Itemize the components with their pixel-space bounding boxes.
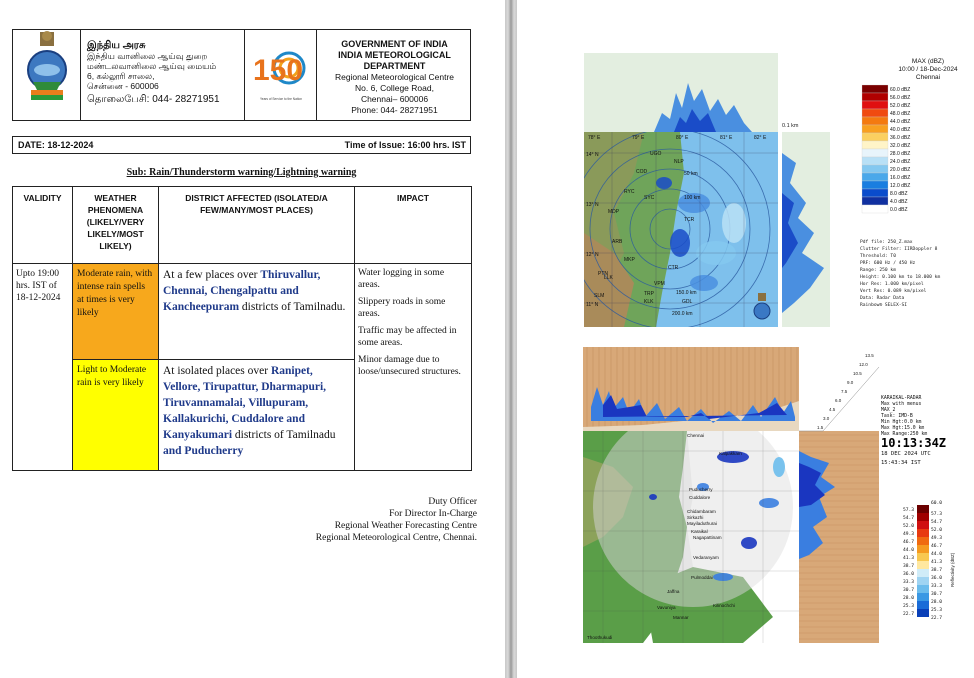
scale-value-right: 36.0: [931, 576, 943, 581]
eng-line-2: INDIA METEOROLOGICAL DEPARTMENT: [338, 50, 451, 71]
scale-swatch: [917, 513, 929, 521]
radar2-scale-label: Reflectivity (dBZ): [950, 552, 955, 587]
signature-block: [316, 496, 477, 544]
place-label: Kalpakkam: [719, 451, 742, 456]
echo-blob: [649, 494, 657, 500]
district-1-suffix: districts of Tamilnadu.: [239, 301, 346, 313]
station-code: PTN: [598, 271, 608, 277]
height-tick: 10.5: [853, 371, 862, 376]
col-header-validity: VALIDITY: [13, 187, 73, 264]
scale-value-right: 33.3: [931, 584, 943, 589]
station-code: UGO: [650, 151, 662, 157]
tamil-line-4: 6, கல்லூரி சாலை,: [87, 71, 155, 81]
eng-line-4: No. 6, College Road,: [355, 83, 434, 93]
legend-swatch: [862, 149, 888, 157]
scale-swatch: [917, 545, 929, 553]
station-code: COD: [636, 169, 648, 175]
radar-info-line: Rainbow® SELEX-SI: [860, 303, 908, 308]
height-tick: 12.0: [859, 362, 868, 367]
letterhead: [12, 29, 471, 121]
legend-swatch: [862, 173, 888, 181]
validity-cell: Upto 19:00 hrs. IST of 18-12-2024: [13, 264, 73, 471]
station-code: LLK: [604, 275, 613, 281]
scale-value-right: 49.3: [931, 536, 943, 541]
signature-line-1: Duty Officer: [428, 497, 477, 507]
station-code: CTR: [668, 265, 679, 271]
scale-value-right: 57.3: [931, 512, 943, 517]
height-tick: 7.5: [841, 389, 848, 394]
legend-swatch: [862, 85, 888, 93]
radar-info-line: Clutter Filter: IIRDoppler 8: [860, 247, 938, 252]
legend-label: 48.0 dBZ: [890, 111, 911, 117]
place-label: Vedaranyam: [693, 555, 719, 560]
lat-label: 13° N: [586, 202, 599, 208]
radar-info-line: Vert Res: 0.089 km/pixel: [860, 289, 927, 294]
place-label: Chennai: [687, 433, 705, 438]
radar-info-line: Max Range:250 km: [881, 432, 928, 437]
scale-value-left: 36.0: [903, 572, 915, 577]
legend-swatch: [862, 117, 888, 125]
scale-swatch: [917, 505, 929, 513]
scale-value-right: 60.0: [931, 501, 943, 506]
scale-value-left: 30.7: [903, 588, 915, 593]
height-tick: 6.0: [835, 398, 842, 403]
height-tick: 3.0: [823, 416, 830, 421]
lat-label: 12° N: [586, 252, 599, 258]
radar-info-line: MAX_2: [881, 408, 896, 413]
place-label: Mayiladuthurai: [687, 521, 717, 526]
legend-label: 36.0 dBZ: [890, 135, 911, 141]
radar1-title: MAX (dBZ): [911, 58, 945, 65]
station-code: SYC: [644, 195, 655, 201]
anniversary-logo-cell: [245, 30, 317, 120]
district-cell-2: [159, 360, 355, 471]
table-header-row: [13, 187, 472, 264]
legend-swatch: [862, 93, 888, 101]
legend-label: 32.0 dBZ: [890, 143, 911, 149]
scale-value-right: 38.7: [931, 568, 943, 573]
scale-value-left: 49.3: [903, 532, 915, 537]
signature-line-2: For Director In-Charge: [389, 509, 477, 519]
height-tick: 4.5: [829, 407, 836, 412]
scale-value-left: 28.0: [903, 596, 915, 601]
legend-label: 8.0 dBZ: [890, 191, 908, 197]
height-tick: 1.5: [817, 425, 824, 430]
place-label: Karaikal: [691, 529, 708, 534]
imd-150-logo-icon: [245, 30, 317, 120]
lon-label: 82° E: [754, 135, 767, 141]
height-tick: 9.0: [847, 380, 854, 385]
english-address: [317, 30, 472, 120]
place-label: Jaffna: [667, 589, 680, 594]
legend-swatch: [862, 181, 888, 189]
radar2-time-utc: 10:13:34Z: [881, 436, 947, 450]
radar1-station: Chennai: [915, 74, 941, 81]
scale-swatch: [917, 553, 929, 561]
district-2-mid: districts of Tamilnadu: [232, 429, 336, 441]
place-label: Mannar: [673, 615, 689, 620]
legend-swatch: [862, 109, 888, 117]
district-2-and: and Puducherry: [163, 445, 244, 457]
karaikal-radar-image: [583, 347, 963, 643]
eng-line-5: Chennai– 600006: [360, 94, 429, 104]
scale-value-left: 54.7: [903, 516, 915, 521]
lon-label: 79° E: [632, 135, 645, 141]
echo-blob: [773, 457, 785, 477]
place-label: Nagapattinam: [693, 535, 722, 540]
district-2-prefix: At isolated places over: [163, 365, 271, 377]
warning-table: [12, 186, 472, 471]
station-code: ARB: [612, 239, 623, 245]
legend-label: 4.0 dBZ: [890, 199, 908, 205]
subject-line: Sub: Rain/Thunderstorm warning/Lightning warning: [126, 167, 357, 178]
table-row: [13, 264, 472, 360]
col-header-phenomena: WEATHER PHENOMENA (LIKELY/VERY LIKELY/MOST LIKELY): [73, 187, 159, 264]
scale-swatch: [917, 521, 929, 529]
echo-blob: [656, 177, 672, 189]
scale-value-right: 44.0: [931, 552, 943, 557]
scale-value-left: 44.0: [903, 548, 915, 553]
logo-caption: Years of Service to the Nation: [259, 97, 303, 101]
station-code: GDL: [682, 299, 693, 305]
col-header-district: DISTRICT AFFECTED (ISOLATED/A FEW/MANY/MOST PLACES): [159, 187, 355, 264]
eng-line-6: Phone: 044- 28271951: [351, 105, 438, 115]
impact-4: Minor damage due to loose/unsecured structures.: [358, 355, 461, 377]
range-label: 200.0 km: [672, 311, 693, 317]
emblem-cell: [13, 30, 81, 120]
place-label: Pulmoddai: [691, 575, 713, 580]
legend-swatch: [862, 101, 888, 109]
tamil-phone: தொலைபேசி: 044- 28271951: [87, 94, 220, 105]
radar2-time-ist: 15:43:34 IST: [881, 460, 921, 466]
issue-date: DATE: 18-12-2024: [18, 140, 94, 150]
legend-label: 20.0 dBZ: [890, 167, 911, 173]
page-divider: [505, 0, 517, 678]
radar-info-line: Range: 250 km: [860, 268, 896, 273]
radar-info-line: Height: 0.100 km to 18.000 km: [860, 275, 941, 280]
station-code: TCR: [684, 217, 695, 223]
signature-line-3: Regional Weather Forecasting Centre: [334, 521, 477, 531]
scale-swatch: [917, 585, 929, 593]
scale-value-right: 22.7: [931, 616, 943, 621]
legend-label: 28.0 dBZ: [890, 151, 911, 157]
radar-info-line: Data: Radar Data: [860, 296, 905, 301]
scale-swatch: [917, 529, 929, 537]
district-2-names: Ranipet, Vellore, Tirupattur, Dharmapuri, Tiruvannamalai, Villupuram, Kallakurichi, Cuddalore and Kanyakumari: [163, 365, 327, 441]
legend-swatch: [862, 125, 888, 133]
station-code: NLP: [674, 159, 684, 165]
radar2-station-tag: KARAIKAL-RADAR: [881, 396, 922, 401]
legend-label: 44.0 dBZ: [890, 119, 911, 125]
issue-time: Time of Issue: 16:00 hrs. IST: [344, 140, 466, 150]
echo-blob: [759, 498, 779, 508]
station-code: KLK: [644, 299, 654, 305]
lon-label: 81° E: [720, 135, 733, 141]
place-label: Cuddalore: [689, 495, 711, 500]
impact-1: Water logging in some areas.: [358, 268, 445, 290]
legend-swatch: [862, 157, 888, 165]
range-label: 150.0 km: [676, 290, 697, 296]
radar-images-page: [517, 0, 974, 678]
legend-label: 16.0 dBZ: [890, 175, 911, 181]
tamil-line-2: இந்திய வானிலை ஆய்வு துறை: [87, 51, 208, 61]
range-label: 100 km: [684, 195, 701, 201]
legend-label: 60.0 dBZ: [890, 87, 911, 93]
scale-swatch: [917, 569, 929, 577]
legend-label: 52.0 dBZ: [890, 103, 911, 109]
impact-3: Traffic may be affected in some areas.: [358, 326, 457, 348]
scale-value-right: 28.0: [931, 600, 943, 605]
impact-2: Slippery roads in some areas.: [358, 297, 446, 319]
radar-info-line: PRF: 600 Hz / 450 Hz: [860, 261, 916, 266]
legend-label: 12.0 dBZ: [890, 183, 911, 189]
station-code: VPM: [654, 281, 665, 287]
scale-swatch: [917, 601, 929, 609]
signature-line-4: Regional Meteorological Centre, Chennai.: [315, 533, 477, 543]
scale-value-right: 41.3: [931, 560, 943, 565]
legend-swatch: [862, 133, 888, 141]
scale-swatch: [917, 561, 929, 569]
station-code: RYC: [624, 189, 635, 195]
chennai-radar-image: [584, 53, 962, 327]
scale-value-right: 46.7: [931, 544, 943, 549]
echo-blob: [722, 203, 746, 243]
station-code: SLM: [594, 293, 605, 299]
legend-swatch: [862, 205, 888, 213]
scale-swatch: [917, 537, 929, 545]
scale-value-left: 57.3: [903, 508, 915, 513]
radar-info-line: Task: IMD-B: [881, 414, 913, 419]
lat-label: 14° N: [586, 152, 599, 158]
scale-value-left: 46.7: [903, 540, 915, 545]
legend-swatch: [862, 189, 888, 197]
legend-label: 56.0 dBZ: [890, 95, 911, 101]
scale-swatch: [917, 609, 929, 617]
scale-value-left: 52.0: [903, 524, 915, 529]
phenomena-cell-2: Light to Moderate rain is very likely: [73, 360, 159, 471]
place-label: Puducherry: [689, 487, 713, 492]
district-1-prefix: At a few places over: [163, 269, 261, 281]
height-tick: 13.5: [865, 353, 874, 358]
radar2-date-utc: 18 DEC 2024 UTC: [881, 451, 931, 457]
legend-swatch: [862, 141, 888, 149]
place-label: Chidambaram: [687, 509, 716, 514]
legend-label: 40.0 dBZ: [890, 127, 911, 133]
col-header-impact: IMPACT: [355, 187, 472, 264]
lon-label: 80° E: [676, 135, 689, 141]
logo-number: 150: [253, 54, 304, 87]
scale-value-left: 41.3: [903, 556, 915, 561]
radar-info-line: Min Hgt:0.0 km: [881, 420, 922, 425]
legend-swatch: [862, 165, 888, 173]
district-cell-1: [159, 264, 355, 360]
radar1-timestamp: 10:00 / 18-Dec-2024: [898, 66, 958, 73]
legend-label: 24.0 dBZ: [890, 159, 911, 165]
impact-cell: [355, 264, 472, 471]
scale-value-left: 33.3: [903, 580, 915, 585]
station-code: MKP: [624, 257, 635, 263]
place-label: Vavuniya: [657, 605, 676, 610]
scale-value-right: 52.0: [931, 528, 943, 533]
legend-label: 0.0 dBZ: [890, 207, 908, 213]
station-code: TRP: [644, 291, 654, 297]
tamil-line-3: மண்டலவானிலை ஆய்வு மையம்: [87, 61, 217, 71]
station-code: MDP: [608, 209, 620, 215]
place-label: Sirkazhi: [687, 515, 704, 520]
lat-label: 11° N: [586, 302, 599, 308]
lon-label: 78° E: [588, 135, 601, 141]
eng-line-1: GOVERNMENT OF INDIA: [341, 39, 448, 49]
scale-value-right: 54.7: [931, 520, 943, 525]
scale-swatch: [917, 577, 929, 585]
range-label: 50 km: [684, 171, 698, 177]
tamil-address: [81, 30, 245, 120]
scale-value-right: 30.7: [931, 592, 943, 597]
place-label: Kilinochchi: [713, 603, 735, 608]
imd-emblem-icon: [13, 30, 81, 120]
phenomena-cell-1: Moderate rain, with intense rain spells at times is very likely: [73, 264, 159, 360]
echo-blob: [741, 537, 757, 549]
height-bottom-label: 0.1 km: [782, 123, 799, 129]
radar-info-line: Max Hgt:15.0 km: [881, 426, 925, 431]
radar-info-line: Hor Res: 1.000 km/pixel: [860, 282, 924, 287]
legend-swatch: [862, 197, 888, 205]
radar-info-line: Max with menus: [881, 402, 922, 407]
eng-line-3: Regional Meteorological Centre: [334, 72, 455, 82]
tamil-line-5: சென்னை - 600006: [87, 81, 159, 91]
place-label: Thoothukudi: [587, 635, 613, 640]
scale-value-right: 25.3: [931, 608, 943, 613]
scale-value-left: 25.3: [903, 604, 915, 609]
scale-value-left: 38.7: [903, 564, 915, 569]
district-1-names: Thiruvallur, Chennai, Chengalpattu and Kancheepuram: [163, 269, 321, 313]
scale-value-left: 22.7: [903, 612, 915, 617]
echo-blob: [690, 275, 718, 291]
radar-info-line: Pdf file: 250_Z.max: [860, 240, 913, 245]
scale-swatch: [917, 593, 929, 601]
date-bar: [12, 136, 471, 154]
radar-info-line: Threshold: T0: [860, 254, 896, 259]
tamil-line-1: இந்திய அரசு: [87, 40, 146, 51]
